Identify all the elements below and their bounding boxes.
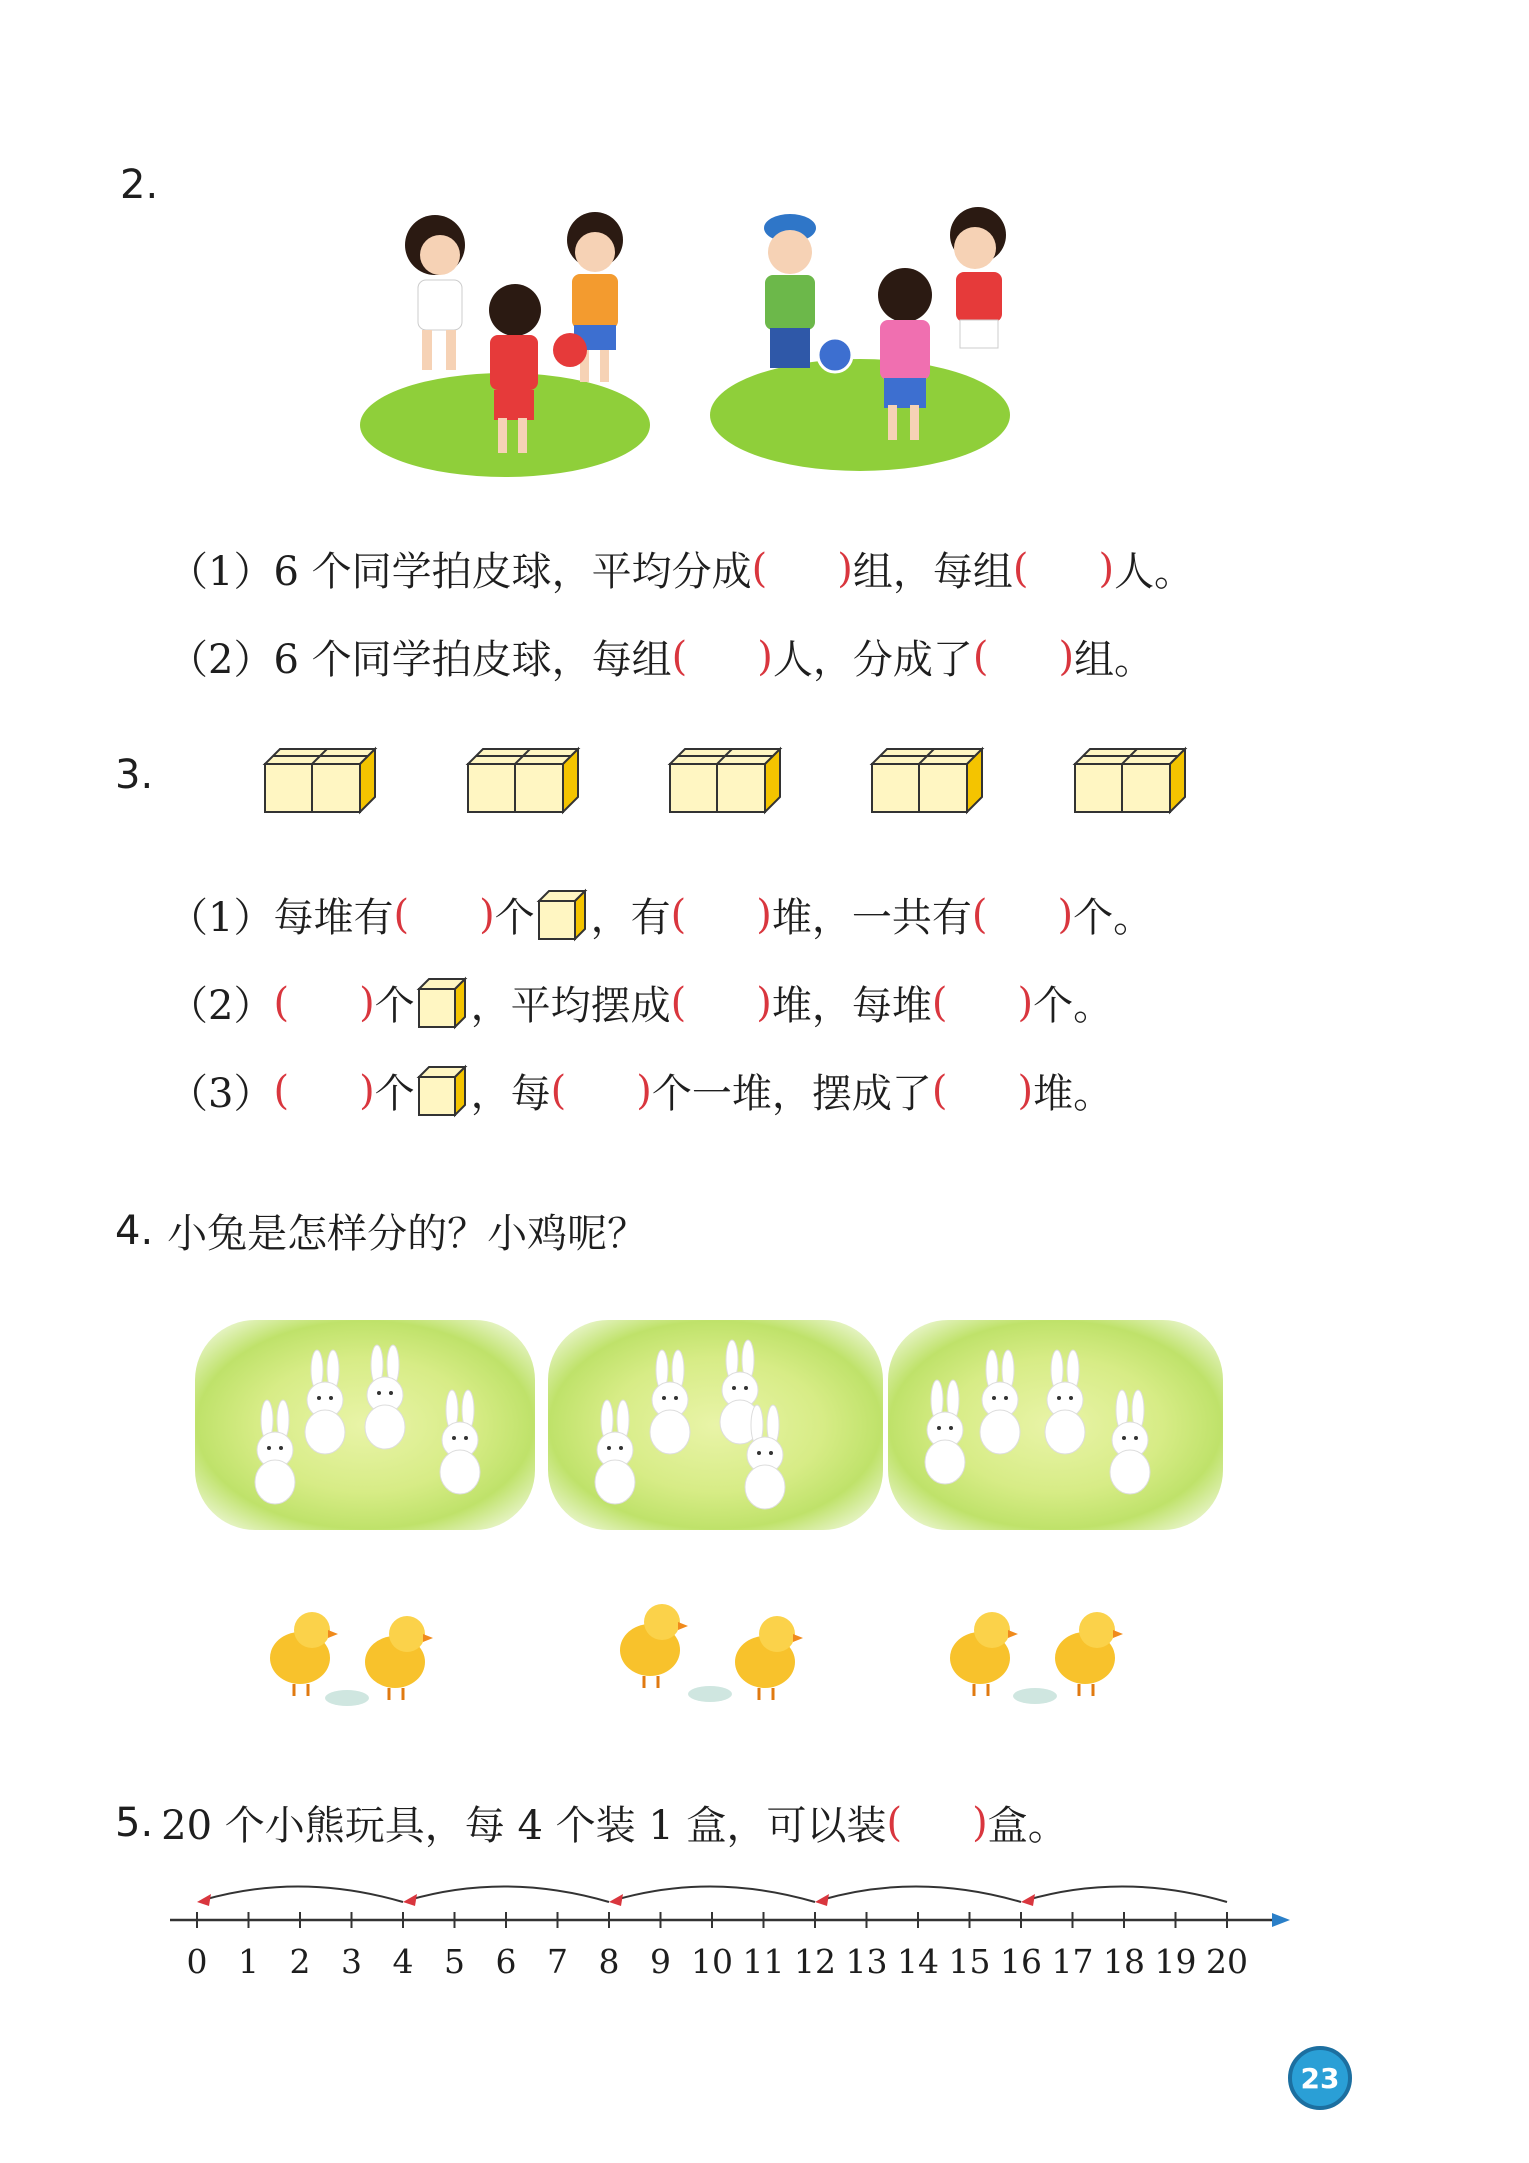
sentence-text: 个一堆，摆成了 xyxy=(651,1071,932,1117)
paren-open: ( xyxy=(931,979,948,1026)
q3-line-2 xyxy=(168,974,1113,1031)
q3-line-1 xyxy=(168,886,1153,943)
paren-open: ( xyxy=(670,979,687,1026)
item-index: （1） xyxy=(168,895,274,941)
number-line-tick-label: 13 xyxy=(845,1942,888,1981)
paren-open: ( xyxy=(670,891,687,938)
rabbits-illustration xyxy=(195,1320,1225,1530)
number-line-tick-label: 0 xyxy=(186,1942,208,1981)
item-index: （1） xyxy=(168,549,274,595)
question-4-title xyxy=(115,1202,647,1259)
sentence-text: ，有 xyxy=(590,895,671,941)
sentence-text: 6 个同学拍皮球，每组 xyxy=(273,637,672,683)
paren-close: ) xyxy=(837,545,853,592)
number-line-tick-label: 14 xyxy=(897,1942,939,1981)
number-line-tick-label: 19 xyxy=(1154,1942,1197,1981)
paren-close: ) xyxy=(756,891,772,938)
number-line-tick-label: 9 xyxy=(650,1942,671,1981)
question-number-4: 4. xyxy=(115,1207,154,1254)
sentence-text: 20 个小熊玩具，每 4 个装 1 盒，可以装 xyxy=(161,1803,887,1849)
paren-close: ) xyxy=(359,979,375,1026)
number-line-tick-label: 6 xyxy=(495,1942,517,1981)
paren-close: ) xyxy=(972,1799,988,1846)
chicks-illustration xyxy=(255,1600,1135,1710)
paren-close: ) xyxy=(1017,979,1034,1026)
jump-arrow-icon xyxy=(197,1894,211,1906)
sentence-text: 堆。 xyxy=(1033,1071,1114,1117)
sentence-text: 组，每组 xyxy=(852,549,1013,595)
sentence-text: 个。 xyxy=(1033,983,1114,1029)
number-line-tick-label: 5 xyxy=(444,1942,465,1981)
number-line-tick-label: 15 xyxy=(948,1942,991,1981)
paren-close: ) xyxy=(479,891,495,938)
number-line-tick-label: 4 xyxy=(392,1942,414,1981)
number-line-tick-label: 7 xyxy=(547,1942,568,1981)
item-index: （2） xyxy=(168,637,274,683)
paren-open: ( xyxy=(1012,545,1029,592)
paren-close: ) xyxy=(359,1067,375,1114)
paren-close: ) xyxy=(1017,1067,1034,1114)
jump-arrow-icon xyxy=(1021,1894,1035,1906)
child-figure xyxy=(405,215,465,370)
q5-line xyxy=(115,1794,1068,1851)
sentence-text: 个。 xyxy=(1073,895,1154,941)
number-line-tick-label: 2 xyxy=(289,1942,311,1981)
paren-open: ( xyxy=(972,633,989,680)
jump-arc xyxy=(409,1886,609,1902)
q3-line-3 xyxy=(168,1062,1113,1119)
sentence-text: 个 xyxy=(374,1071,415,1117)
jump-arc xyxy=(821,1886,1021,1902)
number-line-tick-label: 11 xyxy=(742,1942,785,1981)
number-line-tick-label: 3 xyxy=(341,1942,362,1981)
sentence-text: 盒。 xyxy=(987,1803,1068,1849)
number-line-tick-label: 16 xyxy=(1000,1942,1042,1981)
jump-arc xyxy=(615,1886,815,1902)
paren-open: ( xyxy=(931,1067,948,1114)
sentence-text: 组。 xyxy=(1074,637,1155,683)
paren-open: ( xyxy=(751,545,768,592)
jump-arc xyxy=(203,1886,403,1902)
question-number-5: 5. xyxy=(115,1799,154,1846)
sentence-text: 个 xyxy=(374,983,415,1029)
cube-icon xyxy=(415,1063,471,1119)
number-line-tick-label: 12 xyxy=(794,1942,836,1981)
sentence-text: 6 个同学拍皮球，平均分成 xyxy=(273,549,752,595)
number-line-tick-label: 1 xyxy=(238,1942,259,1981)
sentence-text: 个 xyxy=(494,895,535,941)
jump-arc xyxy=(1027,1886,1227,1902)
number-line-tick-label: 18 xyxy=(1103,1942,1145,1981)
paren-open: ( xyxy=(393,891,410,938)
sentence-text: 堆，一共有 xyxy=(771,895,972,941)
number-line-tick-label: 8 xyxy=(598,1942,620,1981)
q2-line-1 xyxy=(168,540,1194,597)
cube-icon xyxy=(415,975,471,1031)
number-line xyxy=(160,1870,1310,1940)
number-line-tick-label: 10 xyxy=(691,1942,733,1981)
jump-arrow-icon xyxy=(609,1894,623,1906)
paren-close: ) xyxy=(1058,633,1075,680)
paren-open: ( xyxy=(671,633,688,680)
paren-close: ) xyxy=(636,1067,652,1114)
children-ball-illustration xyxy=(360,200,1050,480)
sentence-text: ，每 xyxy=(470,1071,551,1117)
sentence-text: 人。 xyxy=(1114,549,1195,595)
jump-arrow-icon xyxy=(403,1894,417,1906)
page-number-badge: 23 xyxy=(1288,2046,1352,2110)
sentence-text: 人，分成了 xyxy=(772,637,973,683)
paren-open: ( xyxy=(273,979,290,1026)
paren-close: ) xyxy=(1057,891,1074,938)
sentence-text: ，平均摆成 xyxy=(470,983,671,1029)
sentence-text: 堆，每堆 xyxy=(771,983,932,1029)
question-number-3: 3. xyxy=(115,752,154,798)
cube-icon xyxy=(535,887,591,943)
paren-close: ) xyxy=(756,979,772,1026)
cube-piles-illustration xyxy=(260,740,1200,820)
item-index: （3） xyxy=(168,1071,274,1117)
paren-open: ( xyxy=(273,1067,290,1114)
jump-arrow-icon xyxy=(815,1894,829,1906)
paren-close: ) xyxy=(1098,545,1115,592)
paren-open: ( xyxy=(971,891,988,938)
axis-arrow-icon xyxy=(1272,1913,1290,1927)
question-number-2: 2. xyxy=(120,162,159,208)
sentence-text: 每堆有 xyxy=(273,895,394,941)
paren-open: ( xyxy=(550,1067,567,1114)
q2-line-2 xyxy=(168,628,1154,685)
number-line-tick-label: 17 xyxy=(1051,1942,1094,1981)
paren-open: ( xyxy=(886,1799,903,1846)
number-line-tick-label: 20 xyxy=(1206,1942,1248,1981)
question-text: 小兔是怎样分的？小鸡呢？ xyxy=(167,1211,648,1257)
paren-close: ) xyxy=(757,633,773,680)
item-index: （2） xyxy=(168,983,274,1029)
